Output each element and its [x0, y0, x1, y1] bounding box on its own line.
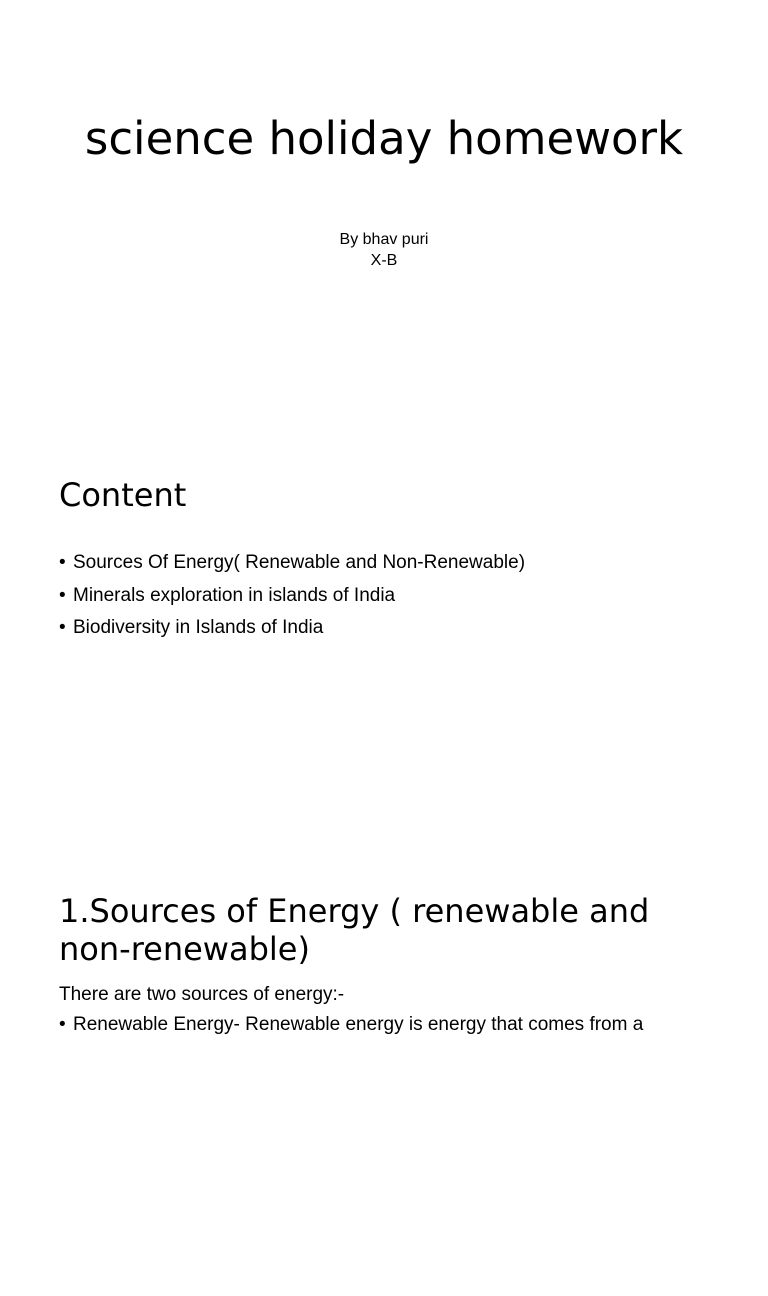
presentation-title: science holiday homework [84, 112, 684, 165]
energy-bullet-renewable: • Renewable Energy- Renewable energy is energy that comes from a [59, 1012, 739, 1038]
energy-heading [59, 892, 739, 968]
content-slide [0, 432, 768, 864]
list-item: • Sources Of Energy( Renewable and Non-Renewable) [59, 547, 525, 580]
energy-slide [0, 864, 768, 1296]
author-line: By bhav puri [339, 231, 429, 248]
energy-heading-line-1: 1.Sources of Energy ( renewable and [59, 892, 650, 930]
class-line: X-B [370, 252, 398, 269]
title-slide [0, 0, 768, 432]
list-item: • Minerals exploration in islands of India [59, 580, 525, 613]
content-bullet-list [59, 547, 525, 645]
presentation-subtitle [0, 229, 768, 271]
energy-intro: There are two sources of energy:- [59, 984, 345, 1005]
list-item: • Biodiversity in Islands of India [59, 612, 525, 645]
energy-heading-line-2: non-renewable) [59, 930, 310, 968]
content-heading: Content [59, 476, 187, 514]
